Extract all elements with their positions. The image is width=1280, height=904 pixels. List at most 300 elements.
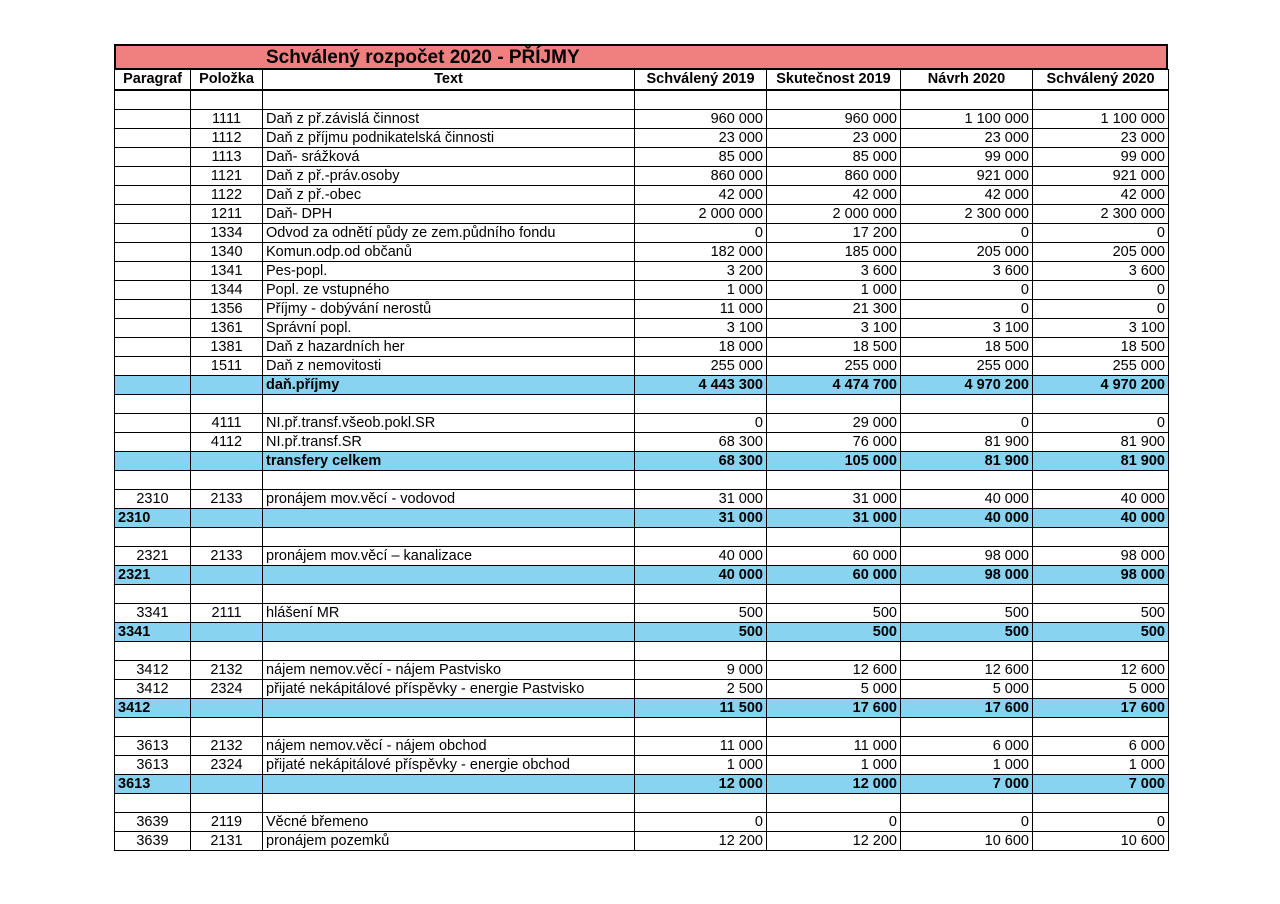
empty-cell (115, 718, 191, 737)
cell-polozka (191, 509, 263, 528)
cell-paragraf: 2310 (115, 490, 191, 509)
cell-schvaleny-2019: 31 000 (635, 490, 767, 509)
cell-text: Daň z př.-práv.osoby (263, 167, 635, 186)
empty-cell (263, 718, 635, 737)
cell-skutecnost-2019: 860 000 (767, 167, 901, 186)
cell-paragraf (115, 148, 191, 167)
budget-sheet (114, 44, 1168, 851)
empty-cell (1033, 395, 1169, 414)
cell-paragraf: 3412 (115, 699, 191, 718)
cell-text: pronájem pozemků (263, 832, 635, 851)
cell-navrh-2020: 98 000 (901, 566, 1033, 585)
cell-schvaleny-2020: 12 600 (1033, 661, 1169, 680)
cell-schvaleny-2019: 255 000 (635, 357, 767, 376)
cell-schvaleny-2019: 860 000 (635, 167, 767, 186)
cell-polozka: 1211 (191, 205, 263, 224)
empty-cell (263, 528, 635, 547)
cell-navrh-2020: 500 (901, 604, 1033, 623)
cell-navrh-2020: 255 000 (901, 357, 1033, 376)
cell-schvaleny-2019: 0 (635, 414, 767, 433)
cell-text: přijaté nekápitálové příspěvky - energie obchod (263, 756, 635, 775)
table-row (115, 661, 1169, 680)
subtotal-row (115, 623, 1169, 642)
cell-polozka: 2324 (191, 756, 263, 775)
cell-polozka: 1356 (191, 300, 263, 319)
cell-paragraf: 3412 (115, 661, 191, 680)
cell-schvaleny-2020: 6 000 (1033, 737, 1169, 756)
cell-schvaleny-2019: 0 (635, 224, 767, 243)
cell-schvaleny-2020: 40 000 (1033, 509, 1169, 528)
empty-cell (1033, 585, 1169, 604)
cell-skutecnost-2019: 31 000 (767, 509, 901, 528)
cell-text (263, 509, 635, 528)
blank-row (115, 585, 1169, 604)
cell-skutecnost-2019: 42 000 (767, 186, 901, 205)
cell-skutecnost-2019: 1 000 (767, 281, 901, 300)
budget-table (114, 69, 1169, 851)
cell-schvaleny-2019: 40 000 (635, 566, 767, 585)
table-row (115, 186, 1169, 205)
table-row (115, 604, 1169, 623)
cell-schvaleny-2020: 0 (1033, 281, 1169, 300)
cell-polozka: 1381 (191, 338, 263, 357)
cell-schvaleny-2020: 1 100 000 (1033, 110, 1169, 129)
cell-schvaleny-2020: 40 000 (1033, 490, 1169, 509)
blank-row (115, 794, 1169, 813)
cell-schvaleny-2019: 18 000 (635, 338, 767, 357)
cell-schvaleny-2019: 3 200 (635, 262, 767, 281)
empty-cell (115, 471, 191, 490)
cell-navrh-2020: 23 000 (901, 129, 1033, 148)
cell-navrh-2020: 40 000 (901, 509, 1033, 528)
cell-schvaleny-2019: 2 000 000 (635, 205, 767, 224)
cell-schvaleny-2019: 12 000 (635, 775, 767, 794)
title-bar (114, 44, 1168, 69)
empty-cell (1033, 794, 1169, 813)
cell-polozka: 1121 (191, 167, 263, 186)
empty-cell (115, 794, 191, 813)
empty-cell (263, 90, 635, 110)
empty-cell (767, 642, 901, 661)
cell-navrh-2020: 12 600 (901, 661, 1033, 680)
cell-text: nájem nemov.věcí - nájem Pastvisko (263, 661, 635, 680)
cell-skutecnost-2019: 105 000 (767, 452, 901, 471)
empty-cell (767, 90, 901, 110)
header-polozka: Položka (191, 70, 263, 91)
table-body (115, 90, 1169, 851)
cell-paragraf (115, 452, 191, 471)
cell-skutecnost-2019: 12 000 (767, 775, 901, 794)
cell-schvaleny-2020: 98 000 (1033, 566, 1169, 585)
cell-polozka: 1112 (191, 129, 263, 148)
header-schvaleny-2019: Schválený 2019 (635, 70, 767, 91)
cell-schvaleny-2019: 182 000 (635, 243, 767, 262)
cell-schvaleny-2019: 3 100 (635, 319, 767, 338)
header-text: Text (263, 70, 635, 91)
empty-cell (901, 395, 1033, 414)
cell-schvaleny-2020: 921 000 (1033, 167, 1169, 186)
table-row (115, 281, 1169, 300)
cell-navrh-2020: 0 (901, 813, 1033, 832)
table-row (115, 148, 1169, 167)
cell-schvaleny-2019: 23 000 (635, 129, 767, 148)
empty-cell (901, 718, 1033, 737)
table-row (115, 414, 1169, 433)
cell-schvaleny-2020: 255 000 (1033, 357, 1169, 376)
cell-schvaleny-2020: 42 000 (1033, 186, 1169, 205)
header-navrh-2020: Návrh 2020 (901, 70, 1033, 91)
cell-polozka: 1341 (191, 262, 263, 281)
cell-paragraf (115, 262, 191, 281)
cell-schvaleny-2020: 7 000 (1033, 775, 1169, 794)
empty-cell (263, 585, 635, 604)
cell-skutecnost-2019: 17 600 (767, 699, 901, 718)
empty-cell (191, 471, 263, 490)
cell-schvaleny-2020: 23 000 (1033, 129, 1169, 148)
cell-text (263, 623, 635, 642)
empty-cell (767, 395, 901, 414)
cell-navrh-2020: 81 900 (901, 433, 1033, 452)
cell-paragraf (115, 129, 191, 148)
cell-polozka: 2324 (191, 680, 263, 699)
empty-cell (115, 585, 191, 604)
cell-navrh-2020: 0 (901, 224, 1033, 243)
empty-cell (1033, 642, 1169, 661)
cell-schvaleny-2020: 4 970 200 (1033, 376, 1169, 395)
cell-text: Daň- DPH (263, 205, 635, 224)
cell-schvaleny-2019: 500 (635, 604, 767, 623)
table-row (115, 433, 1169, 452)
table-row (115, 490, 1169, 509)
blank-row (115, 528, 1169, 547)
empty-cell (263, 471, 635, 490)
cell-schvaleny-2020: 0 (1033, 414, 1169, 433)
empty-cell (901, 642, 1033, 661)
cell-polozka (191, 452, 263, 471)
empty-cell (901, 794, 1033, 813)
empty-cell (1033, 471, 1169, 490)
empty-cell (635, 528, 767, 547)
cell-navrh-2020: 4 970 200 (901, 376, 1033, 395)
empty-cell (115, 90, 191, 110)
cell-paragraf: 3639 (115, 813, 191, 832)
empty-cell (1033, 528, 1169, 547)
empty-cell (635, 585, 767, 604)
cell-paragraf: 3341 (115, 604, 191, 623)
empty-cell (191, 585, 263, 604)
cell-schvaleny-2020: 17 600 (1033, 699, 1169, 718)
cell-text (263, 566, 635, 585)
cell-skutecnost-2019: 60 000 (767, 566, 901, 585)
cell-polozka (191, 376, 263, 395)
cell-polozka: 2132 (191, 661, 263, 680)
cell-polozka: 2133 (191, 547, 263, 566)
cell-schvaleny-2020: 1 000 (1033, 756, 1169, 775)
header-skutecnost-2019: Skutečnost 2019 (767, 70, 901, 91)
cell-text: pronájem mov.věcí – kanalizace (263, 547, 635, 566)
empty-cell (191, 794, 263, 813)
header-paragraf: Paragraf (115, 70, 191, 91)
empty-cell (767, 718, 901, 737)
cell-text: Odvod za odnětí půdy ze zem.půdního fondu (263, 224, 635, 243)
empty-cell (767, 585, 901, 604)
cell-paragraf (115, 433, 191, 452)
cell-navrh-2020: 205 000 (901, 243, 1033, 262)
cell-text: transfery celkem (263, 452, 635, 471)
cell-polozka: 4111 (191, 414, 263, 433)
empty-cell (901, 471, 1033, 490)
table-header (115, 70, 1169, 91)
empty-cell (767, 471, 901, 490)
cell-schvaleny-2020: 500 (1033, 604, 1169, 623)
cell-text: Příjmy - dobývání nerostů (263, 300, 635, 319)
table-row (115, 129, 1169, 148)
blank-row (115, 395, 1169, 414)
empty-cell (635, 471, 767, 490)
cell-schvaleny-2019: 85 000 (635, 148, 767, 167)
cell-schvaleny-2020: 3 600 (1033, 262, 1169, 281)
cell-polozka (191, 623, 263, 642)
cell-schvaleny-2020: 10 600 (1033, 832, 1169, 851)
cell-navrh-2020: 0 (901, 414, 1033, 433)
cell-skutecnost-2019: 17 200 (767, 224, 901, 243)
cell-schvaleny-2019: 0 (635, 813, 767, 832)
cell-polozka (191, 566, 263, 585)
cell-text: Správní popl. (263, 319, 635, 338)
cell-schvaleny-2020: 0 (1033, 813, 1169, 832)
cell-skutecnost-2019: 255 000 (767, 357, 901, 376)
empty-cell (115, 642, 191, 661)
cell-skutecnost-2019: 500 (767, 623, 901, 642)
cell-text: NI.př.transf.všeob.pokl.SR (263, 414, 635, 433)
empty-cell (191, 528, 263, 547)
cell-paragraf: 3341 (115, 623, 191, 642)
empty-cell (191, 90, 263, 110)
cell-text: Daň z př.-obec (263, 186, 635, 205)
cell-navrh-2020: 42 000 (901, 186, 1033, 205)
empty-cell (635, 718, 767, 737)
cell-text: Pes-popl. (263, 262, 635, 281)
cell-text: přijaté nekápitálové příspěvky - energie Pastvisko (263, 680, 635, 699)
cell-navrh-2020: 7 000 (901, 775, 1033, 794)
cell-skutecnost-2019: 185 000 (767, 243, 901, 262)
cell-skutecnost-2019: 85 000 (767, 148, 901, 167)
empty-cell (115, 528, 191, 547)
cell-schvaleny-2019: 1 000 (635, 756, 767, 775)
cell-paragraf (115, 376, 191, 395)
cell-text: Komun.odp.od občanů (263, 243, 635, 262)
cell-navrh-2020: 0 (901, 281, 1033, 300)
blank-row (115, 471, 1169, 490)
table-row (115, 319, 1169, 338)
cell-skutecnost-2019: 29 000 (767, 414, 901, 433)
cell-skutecnost-2019: 3 600 (767, 262, 901, 281)
empty-cell (191, 642, 263, 661)
empty-cell (635, 90, 767, 110)
cell-schvaleny-2019: 2 500 (635, 680, 767, 699)
cell-paragraf: 2321 (115, 547, 191, 566)
cell-schvaleny-2020: 205 000 (1033, 243, 1169, 262)
empty-cell (1033, 718, 1169, 737)
cell-navrh-2020: 40 000 (901, 490, 1033, 509)
cell-schvaleny-2020: 98 000 (1033, 547, 1169, 566)
cell-navrh-2020: 18 500 (901, 338, 1033, 357)
cell-schvaleny-2019: 9 000 (635, 661, 767, 680)
cell-paragraf (115, 186, 191, 205)
table-row (115, 547, 1169, 566)
cell-paragraf (115, 281, 191, 300)
cell-schvaleny-2019: 11 000 (635, 737, 767, 756)
cell-paragraf (115, 224, 191, 243)
cell-polozka: 2133 (191, 490, 263, 509)
cell-paragraf (115, 205, 191, 224)
cell-schvaleny-2020: 2 300 000 (1033, 205, 1169, 224)
empty-cell (767, 794, 901, 813)
cell-skutecnost-2019: 1 000 (767, 756, 901, 775)
cell-schvaleny-2019: 12 200 (635, 832, 767, 851)
cell-navrh-2020: 3 100 (901, 319, 1033, 338)
cell-text: daň.příjmy (263, 376, 635, 395)
empty-cell (1033, 90, 1169, 110)
cell-paragraf (115, 357, 191, 376)
cell-navrh-2020: 17 600 (901, 699, 1033, 718)
cell-navrh-2020: 1 000 (901, 756, 1033, 775)
cell-paragraf (115, 243, 191, 262)
table-row (115, 357, 1169, 376)
table-row (115, 813, 1169, 832)
cell-paragraf: 2321 (115, 566, 191, 585)
cell-text: Daň z příjmu podnikatelská činnosti (263, 129, 635, 148)
cell-polozka: 2131 (191, 832, 263, 851)
cell-schvaleny-2019: 68 300 (635, 452, 767, 471)
cell-schvaleny-2020: 500 (1033, 623, 1169, 642)
table-row (115, 832, 1169, 851)
cell-navrh-2020: 500 (901, 623, 1033, 642)
cell-skutecnost-2019: 31 000 (767, 490, 901, 509)
cell-skutecnost-2019: 500 (767, 604, 901, 623)
cell-skutecnost-2019: 2 000 000 (767, 205, 901, 224)
cell-schvaleny-2020: 81 900 (1033, 452, 1169, 471)
cell-text: Daň- srážková (263, 148, 635, 167)
cell-text (263, 699, 635, 718)
sheet-title: Schválený rozpočet 2020 - PŘÍJMY (266, 47, 580, 68)
cell-navrh-2020: 6 000 (901, 737, 1033, 756)
cell-skutecnost-2019: 12 200 (767, 832, 901, 851)
subtotal-row (115, 509, 1169, 528)
cell-schvaleny-2020: 81 900 (1033, 433, 1169, 452)
cell-paragraf (115, 338, 191, 357)
cell-schvaleny-2020: 5 000 (1033, 680, 1169, 699)
cell-navrh-2020: 1 100 000 (901, 110, 1033, 129)
cell-skutecnost-2019: 11 000 (767, 737, 901, 756)
empty-cell (263, 794, 635, 813)
cell-skutecnost-2019: 0 (767, 813, 901, 832)
cell-text: hlášení MR (263, 604, 635, 623)
cell-text: NI.př.transf.SR (263, 433, 635, 452)
empty-cell (191, 395, 263, 414)
cell-schvaleny-2020: 99 000 (1033, 148, 1169, 167)
cell-schvaleny-2019: 1 000 (635, 281, 767, 300)
blank-row (115, 90, 1169, 110)
cell-paragraf (115, 300, 191, 319)
empty-cell (635, 395, 767, 414)
cell-paragraf: 3412 (115, 680, 191, 699)
table-row (115, 262, 1169, 281)
cell-schvaleny-2020: 3 100 (1033, 319, 1169, 338)
cell-navrh-2020: 921 000 (901, 167, 1033, 186)
table-row (115, 338, 1169, 357)
cell-paragraf: 3613 (115, 737, 191, 756)
subtotal-row (115, 376, 1169, 395)
subtotal-row (115, 699, 1169, 718)
cell-navrh-2020: 99 000 (901, 148, 1033, 167)
cell-text: Daň z hazardních her (263, 338, 635, 357)
cell-text: Daň z nemovitosti (263, 357, 635, 376)
subtotal-row (115, 452, 1169, 471)
table-row (115, 205, 1169, 224)
cell-schvaleny-2019: 4 443 300 (635, 376, 767, 395)
cell-schvaleny-2019: 68 300 (635, 433, 767, 452)
cell-navrh-2020: 81 900 (901, 452, 1033, 471)
empty-cell (263, 642, 635, 661)
cell-navrh-2020: 0 (901, 300, 1033, 319)
cell-navrh-2020: 5 000 (901, 680, 1033, 699)
cell-text (263, 775, 635, 794)
blank-row (115, 718, 1169, 737)
cell-skutecnost-2019: 21 300 (767, 300, 901, 319)
cell-polozka: 2119 (191, 813, 263, 832)
table-row (115, 300, 1169, 319)
cell-polozka: 2132 (191, 737, 263, 756)
cell-polozka: 1113 (191, 148, 263, 167)
table-row (115, 680, 1169, 699)
cell-polozka (191, 699, 263, 718)
cell-navrh-2020: 2 300 000 (901, 205, 1033, 224)
cell-polozka: 1122 (191, 186, 263, 205)
empty-cell (263, 395, 635, 414)
cell-polozka: 4112 (191, 433, 263, 452)
cell-paragraf: 2310 (115, 509, 191, 528)
cell-text: Věcné břemeno (263, 813, 635, 832)
cell-skutecnost-2019: 5 000 (767, 680, 901, 699)
cell-paragraf: 3639 (115, 832, 191, 851)
cell-polozka: 1361 (191, 319, 263, 338)
table-row (115, 243, 1169, 262)
cell-paragraf (115, 319, 191, 338)
cell-schvaleny-2019: 40 000 (635, 547, 767, 566)
cell-paragraf: 3613 (115, 756, 191, 775)
cell-skutecnost-2019: 60 000 (767, 547, 901, 566)
empty-cell (767, 528, 901, 547)
cell-polozka (191, 775, 263, 794)
cell-skutecnost-2019: 18 500 (767, 338, 901, 357)
cell-polozka: 1511 (191, 357, 263, 376)
cell-paragraf (115, 167, 191, 186)
empty-cell (635, 642, 767, 661)
empty-cell (901, 90, 1033, 110)
cell-navrh-2020: 3 600 (901, 262, 1033, 281)
cell-skutecnost-2019: 960 000 (767, 110, 901, 129)
empty-cell (635, 794, 767, 813)
cell-skutecnost-2019: 23 000 (767, 129, 901, 148)
cell-text: nájem nemov.věcí - nájem obchod (263, 737, 635, 756)
cell-schvaleny-2019: 42 000 (635, 186, 767, 205)
cell-text: Daň z př.závislá činnost (263, 110, 635, 129)
table-row (115, 224, 1169, 243)
cell-paragraf (115, 414, 191, 433)
header-schvaleny-2020: Schválený 2020 (1033, 70, 1169, 91)
cell-schvaleny-2019: 31 000 (635, 509, 767, 528)
